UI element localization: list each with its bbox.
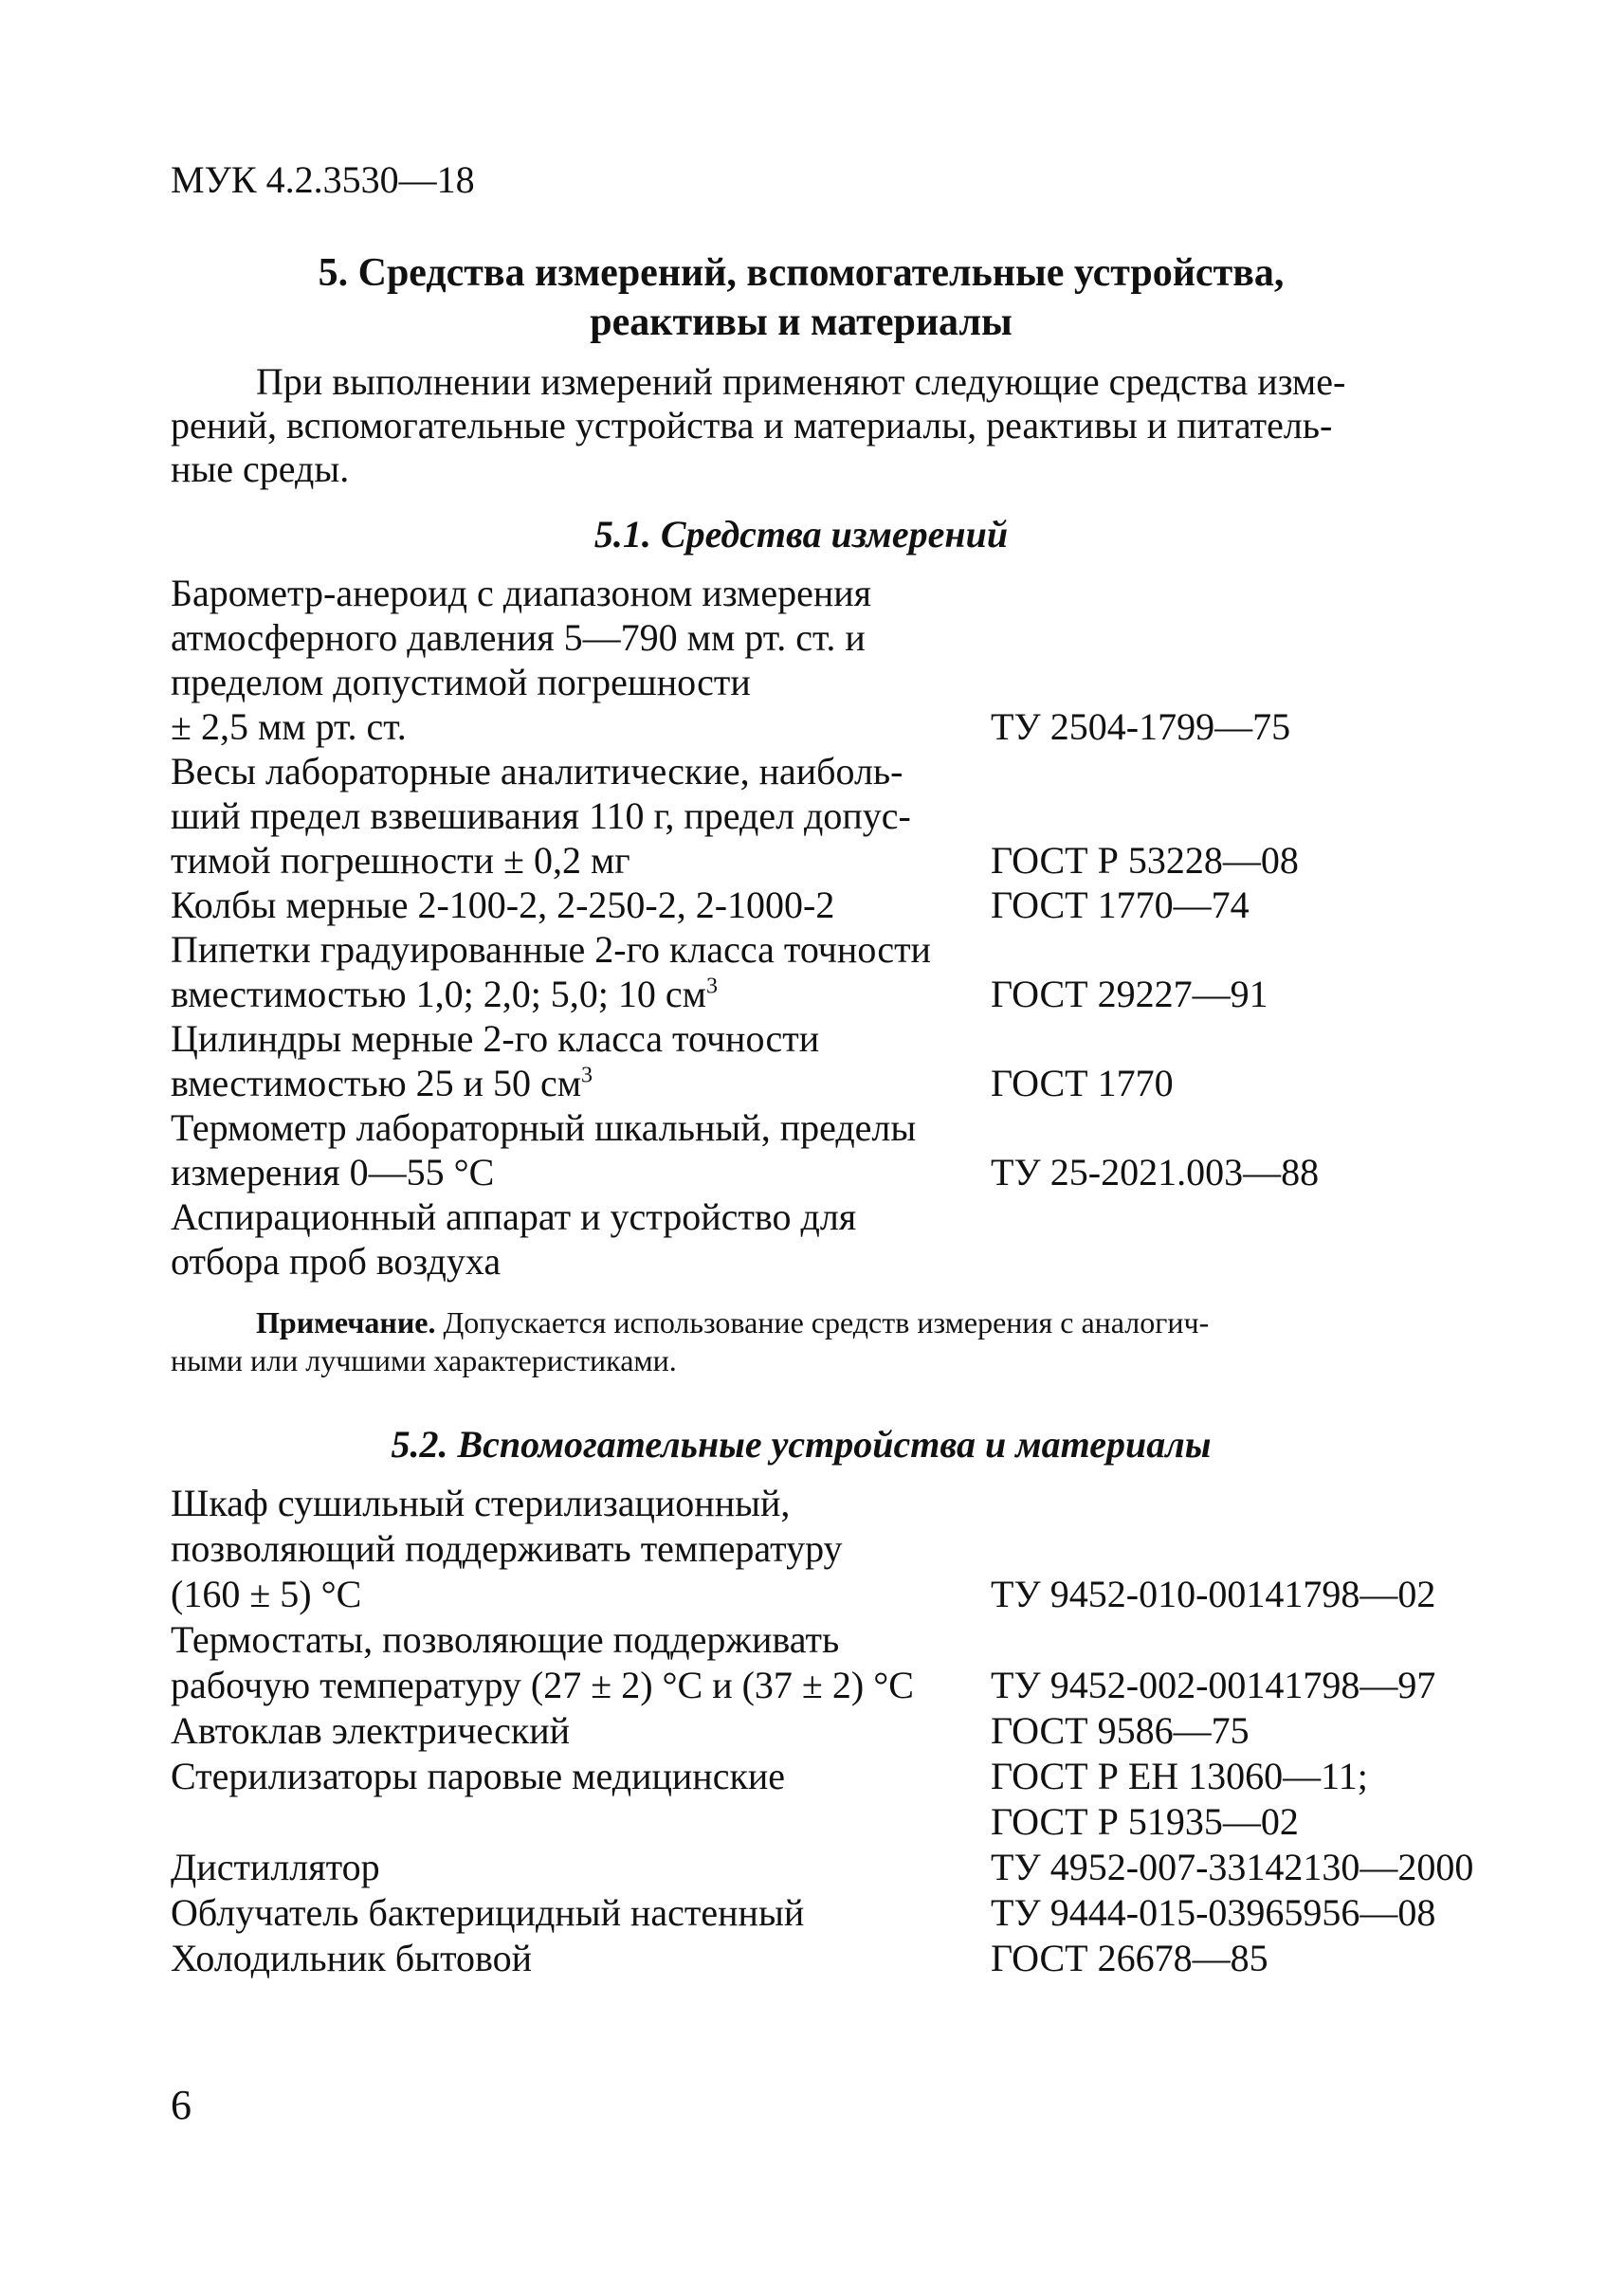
- list-row: [171, 1799, 1460, 1845]
- list-item-wrap: [171, 972, 718, 1016]
- subsection-title-measuring-instruments: 5.1. Средства измерений: [593, 513, 1009, 556]
- standard-reference: ГОСТ Р 51935—02: [991, 1800, 1299, 1843]
- list-row: [171, 615, 1460, 660]
- standard-reference: ТУ 2504-1799—75: [991, 705, 1291, 748]
- standard-reference: ГОСТ 29227—91: [991, 973, 1268, 1015]
- intro-line-3: ные среды.: [171, 447, 350, 490]
- subsection-title-auxiliary-devices: 5.2. Вспомогательные устройства и материалы: [391, 1423, 1212, 1466]
- list-item-text: (160 ± 5) °С: [171, 1573, 362, 1615]
- list-item-text: рабочую температуру (27 ± 2) °С и (37 ± 2) °С: [171, 1664, 914, 1706]
- list-item-text: Барометр-анероид с диапазоном измерения: [171, 572, 872, 614]
- list-item-text: ± 2,5 мм рт. ст.: [171, 705, 407, 748]
- running-head-doc-code: МУК 4.2.3530—18: [171, 158, 475, 201]
- list-row: [171, 1016, 1460, 1061]
- list-row: [171, 927, 1460, 972]
- list-item-text: Весы лабораторные аналитические, наиболь-: [171, 750, 903, 793]
- list-row: [171, 1194, 1460, 1239]
- intro-line-1: При выполнении измерений применяют следующие средства изме-: [256, 360, 1346, 403]
- list-item-text: Термостаты, позволяющие поддерживать: [171, 1618, 840, 1661]
- list-row: [171, 1526, 1460, 1572]
- note-line-1: [171, 1303, 1432, 1341]
- standard-reference: ГОСТ Р ЕН 13060—11;: [991, 1755, 1368, 1797]
- standard-reference: ГОСТ Р 53228—08: [991, 839, 1299, 882]
- note-line-2: ными или лучшими характеристиками.: [171, 1343, 677, 1377]
- page-number: 6: [171, 2082, 192, 2128]
- list-item-text: Стерилизаторы паровые медицинские: [171, 1755, 786, 1797]
- standard-reference: ТУ 25-2021.003—88: [991, 1151, 1320, 1194]
- standard-reference: ГОСТ 1770: [991, 1062, 1174, 1104]
- list-row: [171, 1572, 1460, 1617]
- standard-reference: ТУ 9452-010-00141798—02: [991, 1573, 1436, 1615]
- list-row: [171, 1239, 1460, 1284]
- list-item-wrap: [171, 1061, 593, 1105]
- standard-reference: ТУ 9444-015-03965956—08: [991, 1891, 1436, 1934]
- section-title-line-2: реактивы и материалы: [590, 301, 1013, 344]
- list-row: [171, 749, 1460, 793]
- list-item-text: Шкаф сушильный стерилизационный,: [171, 1482, 791, 1524]
- list-row: [171, 793, 1460, 838]
- standard-reference: ГОСТ 1770—74: [991, 884, 1250, 926]
- list-item-text: вместимостью 1,0; 2,0; 5,0; 10 см: [171, 973, 706, 1015]
- list-item-text: вместимостью 25 и 50 см: [171, 1062, 582, 1104]
- standard-reference: ТУ 4952-007-33142130—2000: [991, 1846, 1474, 1888]
- note-paragraph: [171, 1303, 1432, 1379]
- note-text-1: Допускается использование средств измерения с аналогич-: [435, 1305, 1210, 1339]
- note-label: Примечание.: [256, 1305, 436, 1339]
- list-item-text: тимой погрешности ± 0,2 мг: [171, 839, 630, 882]
- list-item-text: Аспирационный аппарат и устройство для: [171, 1195, 857, 1238]
- intro-line-2: рений, вспомогательные устройства и материалы, реактивы и питатель-: [171, 404, 1333, 446]
- list-row: [171, 972, 1460, 1016]
- list-row: [171, 883, 1460, 927]
- list-item-text: Колбы мерные 2-100-2, 2-250-2, 2-1000-2: [171, 884, 835, 926]
- standard-reference: ГОСТ 9586—75: [991, 1709, 1250, 1752]
- list-row: [171, 838, 1460, 883]
- list-item-text: Цилиндры мерные 2-го класса точности: [171, 1017, 820, 1060]
- list-item-text: позволяющий поддерживать температуру: [171, 1527, 843, 1570]
- list-item-text: отбора проб воздуха: [171, 1240, 502, 1283]
- list-row: [171, 1061, 1460, 1105]
- list-row: [171, 1663, 1460, 1708]
- list-item-text: пределом допустимой погрешности: [171, 661, 751, 703]
- list-row: [171, 1754, 1460, 1799]
- list-item-text: Пипетки градуированные 2-го класса точности: [171, 928, 931, 971]
- list-row: [171, 1481, 1460, 1526]
- list-item-text: Дистиллятор: [171, 1846, 380, 1888]
- list-item-text: Облучатель бактерицидный настенный: [171, 1891, 805, 1934]
- unit-exponent: 3: [581, 1063, 593, 1088]
- section-title: [171, 248, 1432, 347]
- list-item-text: Термометр лабораторный шкальный, пределы: [171, 1106, 917, 1149]
- list-item-text: ший предел взвешивания 110 г, предел допус-: [171, 794, 911, 837]
- auxiliary-devices-list: [171, 1481, 1474, 1981]
- list-row: [171, 704, 1460, 749]
- measuring-instruments-list: [171, 571, 1460, 1284]
- list-item-text: Автоклав электрический: [171, 1709, 571, 1752]
- list-item-text: атмосферного давления 5—790 мм рт. ст. и: [171, 616, 866, 659]
- list-row: [171, 1105, 1460, 1150]
- intro-paragraph: [171, 360, 1432, 491]
- list-item-text: измерения 0—55 °С: [171, 1151, 495, 1194]
- list-row: [171, 1845, 1474, 1890]
- list-row: [171, 660, 1460, 704]
- list-row: [171, 1617, 1460, 1663]
- list-row: [171, 1150, 1460, 1194]
- list-row: [171, 1890, 1460, 1936]
- standard-reference: ТУ 9452-002-00141798—97: [991, 1664, 1436, 1706]
- unit-exponent: 3: [705, 974, 718, 999]
- list-row: [171, 1708, 1460, 1754]
- list-item-text: Холодильник бытовой: [171, 1937, 533, 1979]
- list-row: [171, 1936, 1460, 1981]
- standard-reference: ГОСТ 26678—85: [991, 1937, 1268, 1979]
- section-title-line-1: 5. Средства измерений, вспомогательные устройства,: [318, 251, 1285, 295]
- list-row: [171, 571, 1460, 615]
